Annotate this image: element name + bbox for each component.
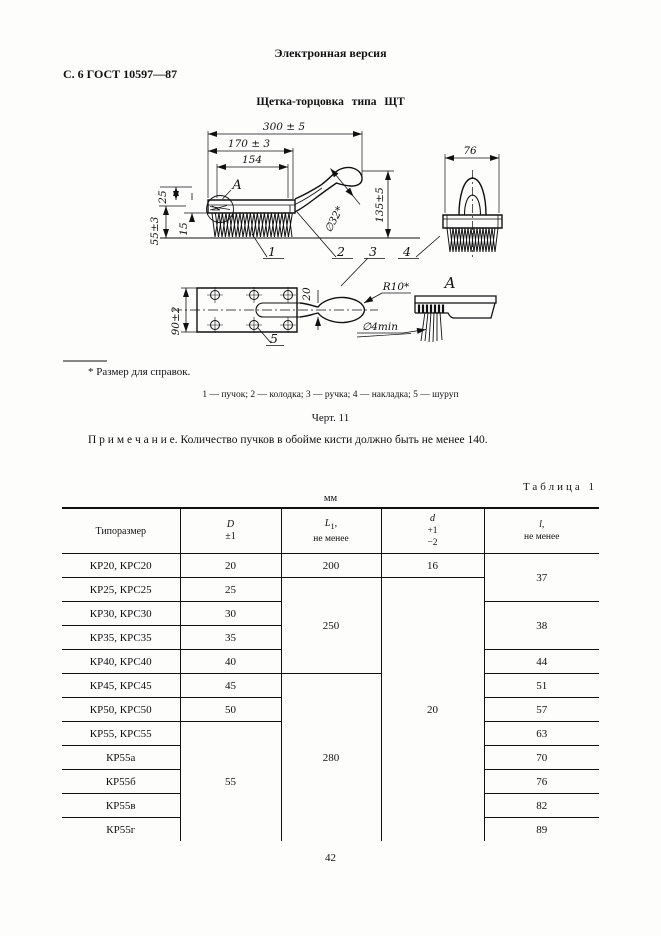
cell-name: КР20, КРС20 [62,554,180,578]
detail-callout-label: А [232,178,242,193]
edition-note: Электронная версия [274,46,387,60]
cell-l: 89 [484,818,599,842]
header-L1 [281,508,381,554]
cell-D: 55 [180,722,281,842]
header-D [180,508,281,554]
detail-a-view [357,296,496,342]
cell-D: 35 [180,626,281,650]
cell-d: 20 [381,578,484,842]
cell-l: 44 [484,650,599,674]
cell-D: 50 [180,698,281,722]
cell-l: 37 [484,554,599,602]
dim-handle-diameter: ∅32* [322,204,347,235]
cell-name: КР55, КРС55 [62,722,180,746]
position-label-3: 3 [369,244,377,259]
table-row [62,554,599,578]
cell-name: КР45, КРС45 [62,674,180,698]
position-label-5: 5 [270,331,278,346]
cell-D: 45 [180,674,281,698]
dim-135: 135±5 [374,187,386,223]
header-l-comma: , [541,519,545,530]
doc-header: С. 6 ГОСТ 10597—87 [63,67,178,81]
dim-plate-width: 90±2 [170,306,182,336]
cell-l: 70 [484,746,599,770]
table-row [62,674,599,698]
cell-name: КР30, КРС30 [62,602,180,626]
header-d-plus: +1 [427,526,438,536]
header-L-note: не менее [313,533,349,544]
header-typorazmer: Типоразмер [62,508,180,554]
table-caption: Таблица 1 [522,481,597,493]
header-d-symbol: d [430,513,435,524]
cell-name: КР50, КРС50 [62,698,180,722]
note [88,434,488,446]
plan-view [172,287,411,346]
cell-L1: 280 [281,674,381,842]
cell-name: КР55г [62,818,180,842]
cell-D: 40 [180,650,281,674]
header-D-tolerance: ±1 [225,531,236,542]
figure-caption: 1 — пучок; 2 — колодка; 3 — ручка; 4 — накладка; 5 — шуруп [202,390,459,400]
position-label-1: 1 [268,244,276,259]
dim-radius: R10* [382,281,410,293]
dim-holder-length: 170 ± 3 [227,138,271,150]
dim-neck-width: 20 [301,287,313,301]
dim-tuft-diameter: ∅4min [362,321,398,333]
cell-D: 20 [180,554,281,578]
cell-l: 51 [484,674,599,698]
cell-l: 63 [484,722,599,746]
footnote: * Размер для справок. [88,366,191,378]
note-label: П р и м е ч а н и е. [88,434,178,446]
size-table [62,507,599,841]
table-header-row [62,508,599,554]
header-l-symbol: l [539,519,542,530]
dim-total-length: 300 ± 5 [262,121,306,133]
header-d [381,508,484,554]
cell-D: 25 [180,578,281,602]
header-d-minus: −2 [427,538,438,548]
cell-name: КР55в [62,794,180,818]
dim-block-length: 154 [241,154,263,166]
cell-name: КР35, КРС35 [62,626,180,650]
dim-15: 15 [178,222,190,236]
cell-name: КР55а [62,746,180,770]
note-text: Количество пучков в обойме кисти должно быть не менее 140. [180,434,488,446]
table-unit: мм [323,493,338,504]
detail-view-label: А [444,274,456,292]
position-label-2: 2 [337,244,345,259]
main-side-view [159,131,440,286]
header-L-symbol: L [324,517,331,529]
cell-l: 82 [484,794,599,818]
cell-l: 76 [484,770,599,794]
cell-name: КР55б [62,770,180,794]
cell-name: КР25, КРС25 [62,578,180,602]
dim-25: 25 [157,190,169,204]
header-D-symbol: D [226,519,235,530]
header-l [484,508,599,554]
cell-L1: 250 [281,578,381,674]
cell-l: 38 [484,602,599,650]
cell-d: 16 [381,554,484,578]
header-L-comma: , [334,517,338,529]
figure-number: Черт. 11 [311,412,350,424]
cell-l: 57 [484,698,599,722]
page-number: 42 [325,852,336,864]
cell-D: 30 [180,602,281,626]
header-l-note: не менее [524,532,560,542]
cell-name: КР40, КРС40 [62,650,180,674]
end-view [443,154,502,257]
dim-55: 55±3 [149,216,161,246]
figure-title: Щетка-торцовка типа ЩТ [256,96,405,108]
position-label-4: 4 [403,244,411,259]
header-L-subscript: 1 [330,521,335,531]
cell-L1: 200 [281,554,381,578]
dim-width-76: 76 [463,145,477,157]
